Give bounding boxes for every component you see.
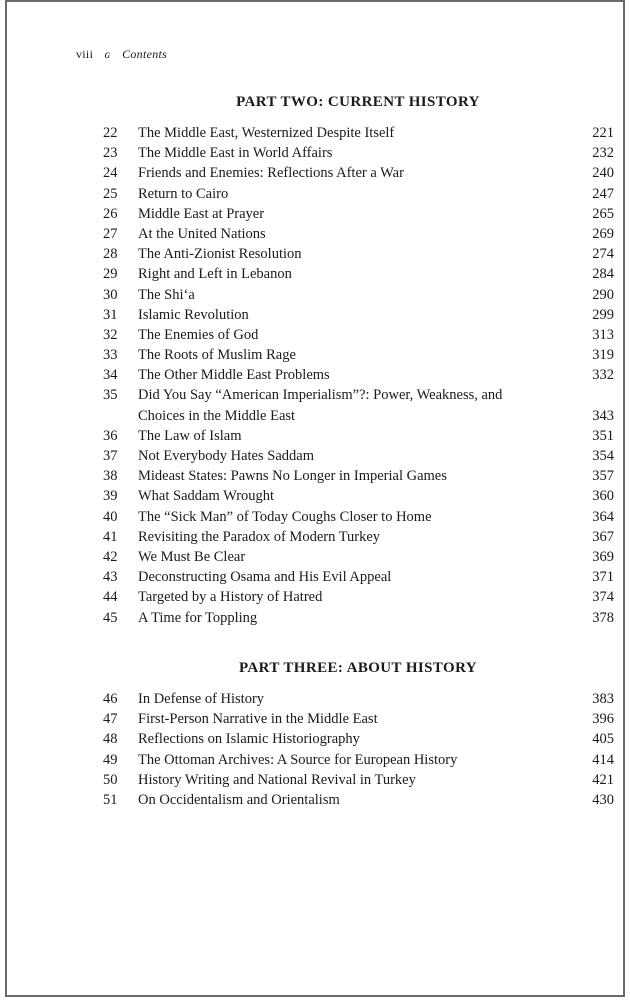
chapter-number: 36	[103, 427, 118, 444]
chapter-title[interactable]: The Enemies of God	[138, 326, 259, 343]
chapter-title[interactable]: We Must Be Clear	[138, 548, 246, 565]
chapter-number: 22	[103, 125, 118, 141]
toc-entry[interactable]	[0, 204, 630, 224]
page-number: 269	[592, 225, 614, 242]
chapter-title[interactable]: The “Sick Man” of Today Coughs Closer to Home	[138, 508, 432, 525]
toc-entry[interactable]	[0, 729, 630, 749]
toc-entry[interactable]	[0, 709, 630, 729]
toc-entry[interactable]	[0, 345, 630, 365]
page-number: 414	[592, 751, 614, 768]
chapter-number: 25	[103, 185, 118, 202]
toc-entry[interactable]	[0, 507, 630, 527]
page-number: 274	[592, 246, 614, 263]
chapter-title[interactable]: History Writing and National Revival in Turkey	[138, 771, 416, 788]
ornament-icon: ɢ	[104, 47, 111, 61]
chapter-title[interactable]: A Time for Toppling	[138, 609, 258, 626]
toc-entry[interactable]	[0, 385, 630, 425]
page-number: 313	[592, 326, 614, 343]
page-number: 405	[592, 731, 614, 748]
toc-entry[interactable]	[0, 143, 630, 163]
chapter-number: 26	[103, 205, 118, 222]
page-number: 360	[592, 488, 614, 505]
chapter-title[interactable]: The Roots of Muslim Rage	[138, 347, 296, 364]
chapter-title[interactable]: Friends and Enemies: Reflections After a War	[138, 165, 404, 182]
toc-entry[interactable]	[0, 750, 630, 770]
chapter-title[interactable]: On Occidentalism and Orientalism	[138, 791, 340, 808]
chapter-number: 24	[103, 165, 118, 182]
page-number: 332	[592, 367, 614, 384]
chapter-number: 38	[103, 468, 118, 485]
toc-entry[interactable]	[0, 305, 630, 325]
toc-entry[interactable]	[0, 163, 630, 183]
chapter-title[interactable]: Not Everybody Hates Saddam	[138, 448, 314, 465]
chapter-title[interactable]: First-Person Narrative in the Middle East	[138, 711, 378, 728]
chapter-title[interactable]: The Other Middle East Problems	[138, 367, 330, 384]
chapter-title[interactable]: Reflections on Islamic Historiography	[138, 731, 360, 748]
chapter-title[interactable]: The Anti-Zionist Resolution	[138, 246, 302, 263]
toc-list-part-three	[0, 689, 630, 810]
page-number: 221	[592, 125, 614, 141]
toc-entry[interactable]	[0, 446, 630, 466]
toc-entry[interactable]	[0, 365, 630, 385]
page-number: 378	[592, 609, 614, 626]
part-three-heading: PART THREE: ABOUT HISTORY	[238, 660, 478, 676]
page-number: 357	[592, 468, 614, 485]
chapter-title[interactable]: The Ottoman Archives: A Source for European History	[138, 751, 458, 768]
chapter-number: 49	[103, 751, 118, 768]
page-number: 232	[592, 145, 614, 162]
page-number: 299	[592, 306, 614, 323]
page-number: 430	[592, 791, 614, 808]
page-number: 396	[592, 711, 614, 728]
chapter-number: 42	[103, 548, 118, 565]
chapter-number: 28	[103, 246, 118, 263]
chapter-number: 44	[103, 589, 118, 606]
toc-entry[interactable]	[0, 264, 630, 284]
running-head	[76, 47, 167, 62]
chapter-number: 37	[103, 448, 118, 465]
chapter-title[interactable]: Right and Left in Lebanon	[138, 266, 292, 283]
chapter-number: 43	[103, 569, 118, 586]
chapter-number: 32	[103, 326, 118, 343]
chapter-title[interactable]: What Saddam Wrought	[138, 488, 275, 505]
toc-list-part-two	[0, 123, 630, 628]
page-number: 374	[592, 589, 614, 606]
chapter-number: 27	[103, 225, 118, 242]
toc-entry[interactable]	[0, 184, 630, 204]
page-number: 371	[592, 569, 614, 586]
page-number: 240	[592, 165, 614, 182]
toc-entry[interactable]	[0, 790, 630, 810]
toc-entry[interactable]	[0, 547, 630, 567]
toc-entry[interactable]	[0, 224, 630, 244]
chapter-number: 34	[103, 367, 118, 384]
toc-entry[interactable]	[0, 426, 630, 446]
toc-entry[interactable]	[0, 325, 630, 345]
part-two-heading: PART TWO: CURRENT HISTORY	[236, 94, 480, 110]
toc-entry[interactable]	[0, 567, 630, 587]
chapter-title[interactable]: The Shi‘a	[138, 286, 195, 303]
toc-entry[interactable]	[0, 123, 630, 143]
page-number: 284	[592, 266, 614, 283]
chapter-title[interactable]: In Defense of History	[138, 691, 265, 707]
page-number: 369	[592, 548, 614, 565]
chapter-number: 29	[103, 266, 118, 283]
toc-entry[interactable]	[0, 689, 630, 709]
chapter-number: 40	[103, 508, 118, 525]
page-number: 247	[592, 185, 614, 202]
chapter-number: 50	[103, 771, 118, 788]
page-number: 354	[592, 448, 614, 465]
chapter-number: 41	[103, 528, 118, 545]
chapter-number: 39	[103, 488, 118, 505]
page-number: 367	[592, 528, 614, 545]
chapter-title[interactable]: The Middle East in World Affairs	[138, 145, 333, 162]
toc-entry[interactable]	[0, 770, 630, 790]
page-folio: viii	[76, 47, 94, 61]
chapter-title[interactable]: The Law of Islam	[138, 427, 242, 444]
page-number: 343	[592, 407, 614, 424]
chapter-number: 47	[103, 711, 118, 728]
toc-entry[interactable]	[0, 486, 630, 506]
chapter-title[interactable]: Return to Cairo	[138, 185, 229, 202]
toc-entry[interactable]	[0, 466, 630, 486]
chapter-title[interactable]: Revisiting the Paradox of Modern Turkey	[138, 528, 381, 545]
chapter-title[interactable]: Did You Say “American Imperialism”?: Power, Weakness, and Choices in the Middle East	[138, 387, 503, 424]
chapter-title[interactable]: Islamic Revolution	[138, 306, 249, 323]
chapter-number: 45	[103, 609, 118, 626]
chapter-number: 23	[103, 145, 118, 162]
page-number: 351	[592, 427, 614, 444]
chapter-number: 33	[103, 347, 118, 364]
page-number: 421	[592, 771, 614, 788]
chapter-title[interactable]: The Middle East, Westernized Despite Itself	[138, 125, 395, 141]
toc-entry[interactable]	[0, 608, 630, 628]
running-head-title: Contents	[122, 47, 168, 61]
chapter-number: 48	[103, 731, 118, 748]
chapter-number: 31	[103, 306, 118, 323]
page-number: 319	[592, 347, 614, 364]
chapter-title[interactable]: At the United Nations	[138, 225, 266, 242]
toc-entry[interactable]	[0, 244, 630, 264]
chapter-number: 51	[103, 791, 118, 808]
page-number: 290	[592, 286, 614, 303]
chapter-number: 35	[103, 387, 118, 404]
page-number: 364	[592, 508, 614, 525]
chapter-number: 30	[103, 286, 118, 303]
toc-entry[interactable]	[0, 587, 630, 607]
chapter-title[interactable]: Mideast States: Pawns No Longer in Imperial Games	[138, 468, 447, 485]
toc-entry[interactable]	[0, 527, 630, 547]
page-number: 265	[592, 205, 614, 222]
chapter-title[interactable]: Middle East at Prayer	[138, 205, 265, 222]
toc-entry[interactable]	[0, 285, 630, 305]
chapter-title[interactable]: Targeted by a History of Hatred	[138, 589, 323, 606]
chapter-title[interactable]: Deconstructing Osama and His Evil Appeal	[138, 569, 392, 586]
chapter-number: 46	[103, 691, 118, 707]
page-number: 383	[592, 691, 614, 707]
